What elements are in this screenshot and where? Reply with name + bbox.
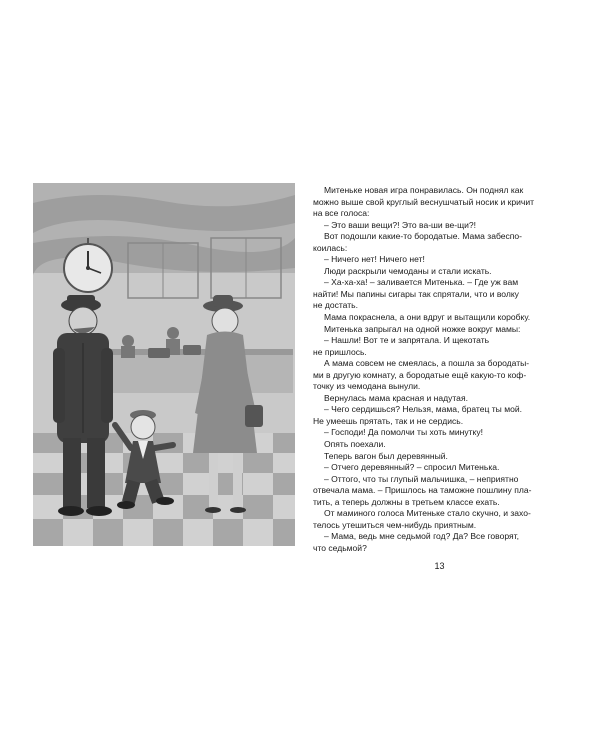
paragraph: Мама покраснела, а они вдруг и вытащили коробку. — [324, 312, 531, 323]
paragraph: – Отчего деревянный? – спросил Митенька. — [324, 462, 500, 473]
page-number: 13 — [434, 561, 445, 571]
paragraph: Опять поехали. — [324, 439, 386, 450]
paragraph: Вернулась мама красная и надутая. — [324, 392, 468, 403]
paragraph: – Ха-ха-ха! – заливается Митенька. – Где уж вам найти! Мы папины сигары так спрятали, что и волку не достать. — [313, 277, 519, 311]
paragraph: – Ничего нет! Ничего нет! — [324, 254, 425, 265]
paragraph: – Чего сердишься? Нельзя, мама, братец ты мой. Не умеешь прятать, так и не сердись. — [313, 404, 522, 426]
paragraph: Митеньке новая игра понравилась. Он поднял как можно выше свой круглый веснушчатый носик и кричит на все голоса: — [313, 185, 535, 219]
text-column — [313, 185, 566, 555]
handbag — [245, 405, 263, 427]
illustration — [33, 183, 295, 546]
paragraph: А мама совсем не смеялась, а пошла за бородаты- ми в другую комнату, а бородатые ещё какую-то коф- точку из чемодана вынули. — [313, 358, 530, 392]
paragraph: Теперь вагон был деревянный. — [324, 450, 448, 461]
paragraph: Вот подошли какие-то бородатые. Мама забеспо- коилась: — [313, 231, 523, 253]
paragraph: – Нашли! Вот те и запрятала. И щекотать не пришлось. — [313, 335, 490, 357]
paragraph: От маминого голоса Митеньке стало скучно, и захо- телось утешиться чем-нибудь приятным. — [313, 508, 531, 530]
customs-counter — [93, 353, 293, 393]
paragraph: – Оттого, что ты глупый мальчишка, – неприятно отвечала мама. – Пришлось на таможне пошлину пла- тить, а теперь должны в третьем классе ехать. — [313, 473, 532, 507]
paragraph: Митенька запрыгал на одной ножке вокруг мамы: — [324, 323, 521, 334]
paragraph: – Мама, ведь мне седьмой год? Да? Все говорят, что седьмой? — [313, 531, 519, 553]
paragraph: – Господи! Да помолчи ты хоть минутку! — [324, 427, 484, 438]
paragraph: Люди раскрыли чемоданы и стали искать. — [324, 265, 492, 276]
paragraph: – Это ваши вещи?! Это ва-ши ве-щи?! — [324, 219, 477, 230]
